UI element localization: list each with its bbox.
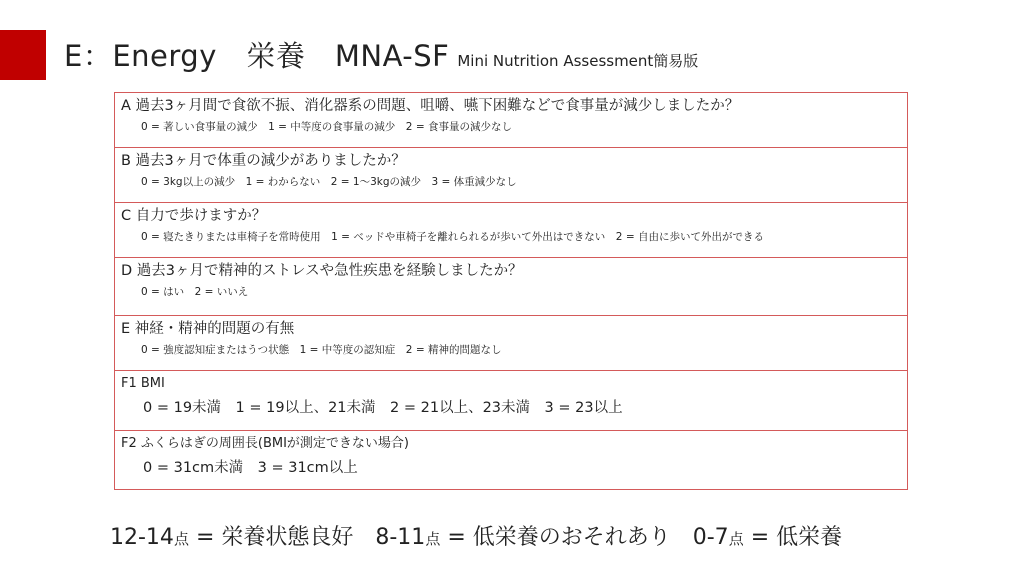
item-options: 0 = はい 2 = いいえ (141, 286, 249, 298)
item-row-a (115, 93, 907, 148)
score-text-good: = 栄養状態良好 8-11 (188, 525, 426, 550)
item-question: F1 BMI (121, 376, 165, 391)
mna-sf-table (114, 92, 908, 490)
accent-bar (0, 30, 46, 80)
item-question: F2 ふくらはぎの周囲長(BMIが測定できない場合) (121, 436, 409, 451)
item-question: A 過去3ヶ月間で食欲不振、消化器系の問題、咀嚼、嚥下困難などで食事量が減少しましたか？ (121, 98, 740, 114)
item-row-f2 (115, 431, 907, 489)
item-row-d (115, 258, 907, 316)
score-interpretation (110, 520, 842, 551)
item-question: D 過去3ヶ月で精神的ストレスや急性疾患を経験しましたか？ (121, 263, 523, 279)
score-range-good: 12-14 (110, 525, 174, 550)
item-question: E 神経・精神的問題の有無 (121, 321, 295, 337)
points-unit: 点 (728, 530, 744, 548)
item-row-f1 (115, 371, 907, 431)
item-question: B 過去3ヶ月で体重の減少がありましたか？ (121, 153, 406, 169)
item-row-e (115, 316, 907, 371)
item-question: C 自力で歩けますか？ (121, 208, 267, 224)
slide-title (64, 34, 698, 84)
points-unit: 点 (173, 530, 189, 548)
title-main: E：Energy 栄養 MNA-SF (64, 39, 450, 73)
item-options: 0 = 19未満 1 = 19以上、21未満 2 = 21以上、23未満 3 = 23以上 (143, 400, 623, 416)
item-row-b (115, 148, 907, 203)
item-options: 0 = 3kg以上の減少 1 = わからない 2 = 1～3kgの減少 3 = 体重減少なし (141, 176, 517, 188)
item-options: 0 = 強度認知症またはうつ状態 1 = 中等度の認知症 2 = 精神的問題なし (141, 344, 502, 356)
item-options: 0 = 著しい食事量の減少 1 = 中等度の食事量の減少 2 = 食事量の減少なし (141, 121, 512, 133)
score-text-malnourished: = 低栄養 (743, 525, 843, 550)
item-row-c (115, 203, 907, 258)
points-unit: 点 (425, 530, 441, 548)
score-text-risk: = 低栄養のおそれあり 0-7 (440, 525, 729, 550)
title-subtitle: Mini Nutrition Assessment簡易版 (457, 52, 699, 70)
item-options: 0 = 31cm未満 3 = 31cm以上 (143, 460, 358, 476)
item-options: 0 = 寝たきりまたは車椅子を常時使用 1 = ベッドや車椅子を離れられるが歩いて外出はできない 2 = 自由に歩いて外出ができる (141, 231, 764, 243)
